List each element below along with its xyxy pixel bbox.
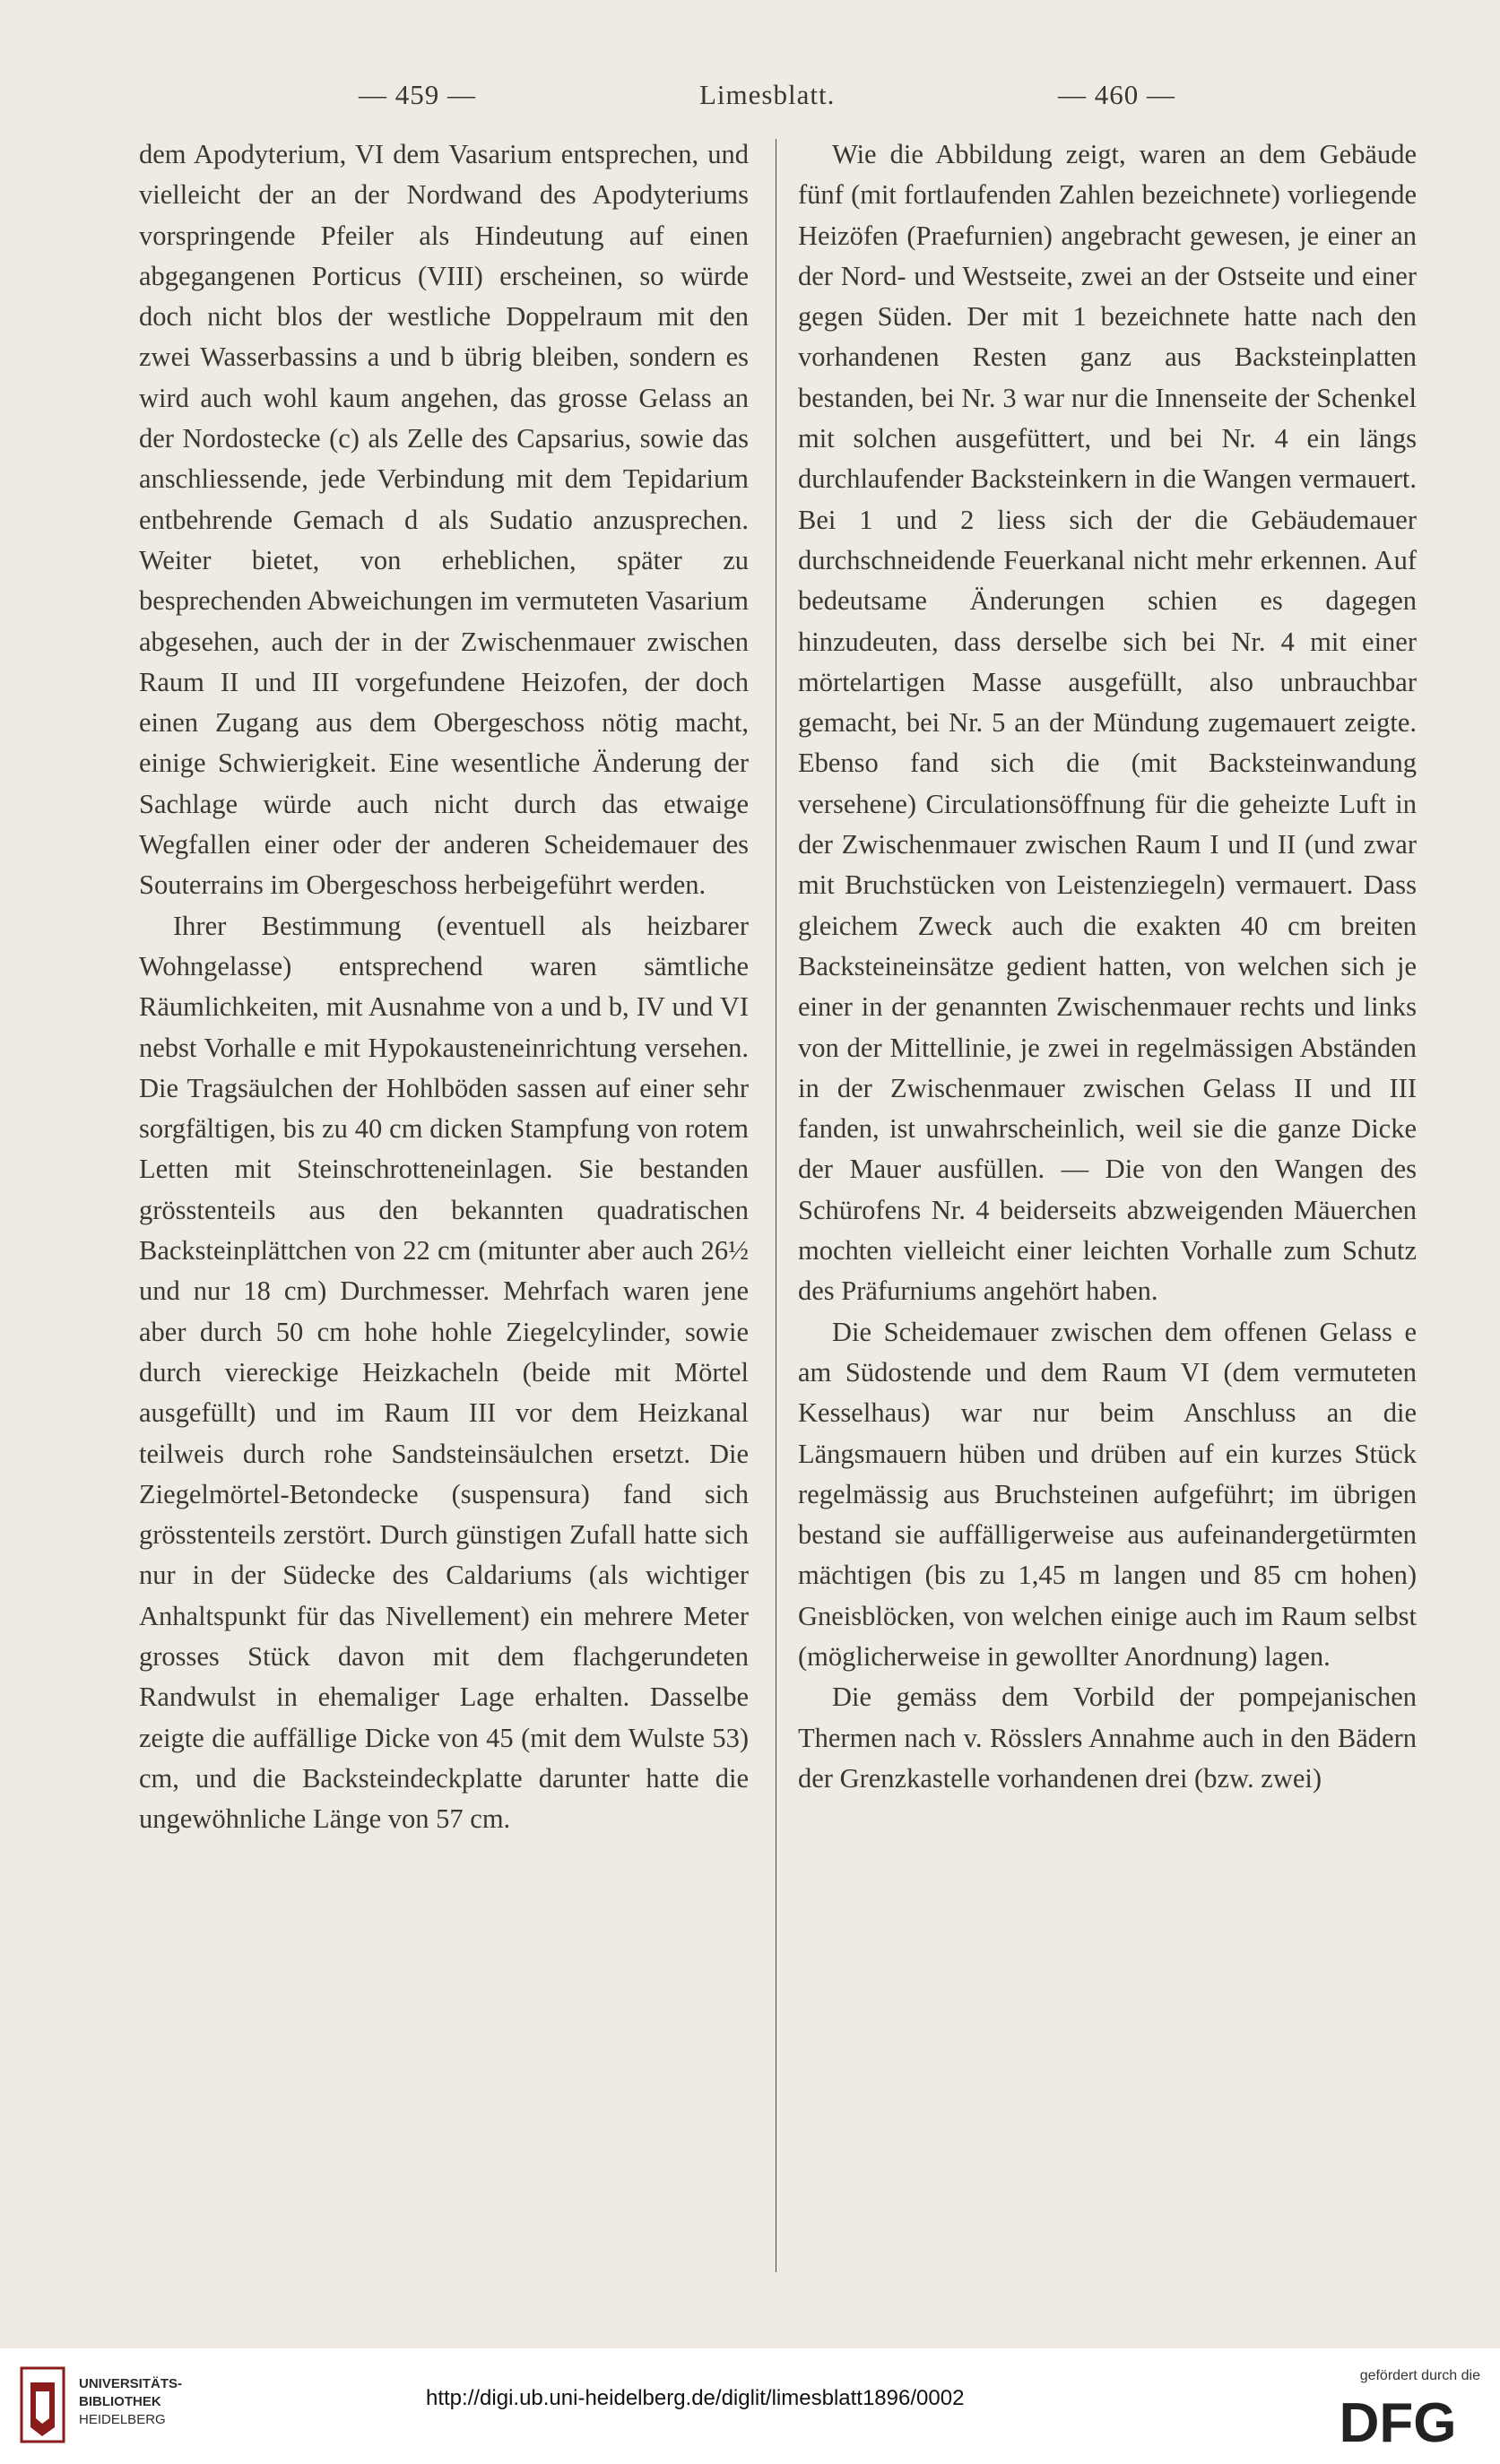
institution-name: UNIVERSITÄTS- BIBLIOTHEK HEIDELBERG [79,2376,183,2427]
page-number-right: — 460 — [1058,79,1175,110]
left-paragraph-1: dem Apodyterium, VI dem Vasarium entsprechen, und vielleicht der an der Nordwand des Apodyteriums vorspringende Pfeiler als Hindeutung auf einen abgegangenen Porticus (VIII) erscheinen, so würde doch nicht blos der westliche Doppelraum mit den zwei Wasserbassins a und b übrig bleiben, sondern es wird auch wohl kaum angehen, das grosse Gelass an der Nordostecke (c) als Zelle des Capsarius, sowie das anschliessende, jede Verbindung mit dem Tepidarium entbehrende Gemach d als Sudatio anzusprechen. Weiter bietet, von erheblichen, später zu besprechenden Abweichungen im vermuteten Vasarium abgesehen, auch der in der Zwischenmauer zwischen Raum II und III vorgefundene Heizofen, der doch einen Zugang aus dem Obergeschoss nötig macht, einige Schwierigkeit. Eine wesentliche Änderung der Sachlage würde auch nicht durch das etwaige Wegfallen einer oder der anderen Scheidemauer des Souterrains im Obergeschoss herbeigeführt werden. [139,139,749,901]
university-seal-icon [18,2365,67,2445]
svg-text:DFG: DFG [1339,2392,1457,2449]
right-paragraph-3: Die gemäss dem Vorbild der pompejanischen Thermen nach v. Rösslers Annahme auch in den Bädern der Grenzkastelle vorhandenen drei (bzw. zwei) [798,1682,1417,1794]
left-paragraph-2: Ihrer Bestimmung (eventuell als heizbarer Wohngelasse) entsprechend waren sämtliche Räumlichkeiten, mit Ausnahme von a und b, IV und VI nebst Vorhalle e mit Hypokausteneinrichtung versehen. Die Tragsäulchen der Hohlböden sassen auf einer sehr sorgfältigen, bis zu 40 cm dicken Stampfung von rotem Letten mit Steinschrotteneinlagen. Sie bestanden grösstenteils aus den bekannten quadratischen Backsteinplättchen von 22 cm (mitunter aber auch 26½ und nur 18 cm) Durchmesser. Mehrfach waren jene aber durch 50 cm hohe hohle Ziegelcylinder, sowie durch viereckige Heizkacheln (beide mit Mörtel ausgefüllt) und im Raum III vor dem Heizkanal teilweis durch rohe Sandsteinsäulchen ersetzt. Die Ziegelmörtel-Betondecke (suspensura) fand sich grösstenteils zerstört. Durch günstigen Zufall hatte sich nur in der Südecke des Caldariums (als wichtiger Anhaltspunkt für das Nivellement) ein mehrere Meter grosses Stück davon mit dem flachgerundeten Randwulst in ehemaliger Lage erhalten. Dasselbe zeigte die auffällige Dicke von 45 (mit dem Wulste 53) cm, und die Backsteindeckplatte darunter hatte die ungewöhnliche Länge von 57 cm. [139,910,749,1835]
right-paragraph-1: Wie die Abbildung zeigt, waren an dem Gebäude fünf (mit fortlaufenden Zahlen bezeichnete) vorliegende Heizöfen (Praefurnien) angebracht gewesen, je einer an der Nord- und Westseite, zwei an der Ostseite und einer gegen Süden. Der mit 1 bezeichnete hatte nach den vorhandenen Resten ganz aus Backsteinplatten bestanden, bei Nr. 3 war nur die Innenseite der Schenkel mit solchen ausgefüttert, und bei Nr. 4 ein längs durchlaufender Backsteinkern in die Wangen vermauert. Bei 1 und 2 liess sich der die Gebäudemauer durchschneidende Feuerkanal nicht mehr erkennen. Auf bedeutsame Änderungen schien es dagegen hinzudeuten, dass derselbe sich bei Nr. 4 mit einer mörtelartigen Masse ausgefüllt, also unbrauchbar gemacht, bei Nr. 5 an der Mündung zugemauert zeigte. Ebenso fand sich die (mit Backsteinwandung versehene) Circulationsöffnung für die geheizte Luft in der Zwischenmauer zwischen Raum I und II (und zwar mit Bruchstücken von Leistenziegeln) vermauert. Dass gleichem Zweck auch die exakten 40 cm breiten Backsteineinsätze gedient hatten, von welchen sich je einer in der genannten Zwischenmauer rechts und links von der Mittellinie, je zwei in regelmässigen Abständen in der Zwischenmauer zwischen Gelass II und III fanden, ist unwahrscheinlich, weil sie die ganze Dicke der Mauer ausfüllen. — Die von den Wangen des Schürofens Nr. 4 beiderseits abzweigenden Mäuerchen mochten vielleicht einer leichten Vorhalle zum Schutz des Präfurniums angehört haben. [798,139,1417,1307]
dfg-logo-icon [1317,2391,1478,2449]
funding-note: gefördert durch die [1359,2368,1480,2383]
page-number-left: — 459 — [359,79,476,110]
permalink-url[interactable]: http://digi.ub.uni-heidelberg.de/diglit/limesblatt1896/0002 [426,2386,965,2410]
right-paragraph-2: Die Scheidemauer zwischen dem offenen Gelass e am Südostende und dem Raum VI (dem vermuteten Kesselhaus) war nur beim Anschluss an die Längsmauern hüben und drüben auf ein kurzes Stück regelmässig aus Bruchsteinen aufgeführt; im übrigen bestand sie auffälligerweise aus aufeinandergetürmten mächtigen (bis zu 1,45 m langen und 85 cm hohen) Gneisblöcken, von welchen einige auch im Raum selbst (möglicherweise in gewollter Anordnung) lagen. [798,1316,1417,1672]
left-column [139,134,749,1839]
right-column [798,134,1417,1799]
digitization-footer [0,2348,1500,2464]
running-title: Limesblatt. [699,79,836,110]
page-header [134,79,1417,124]
